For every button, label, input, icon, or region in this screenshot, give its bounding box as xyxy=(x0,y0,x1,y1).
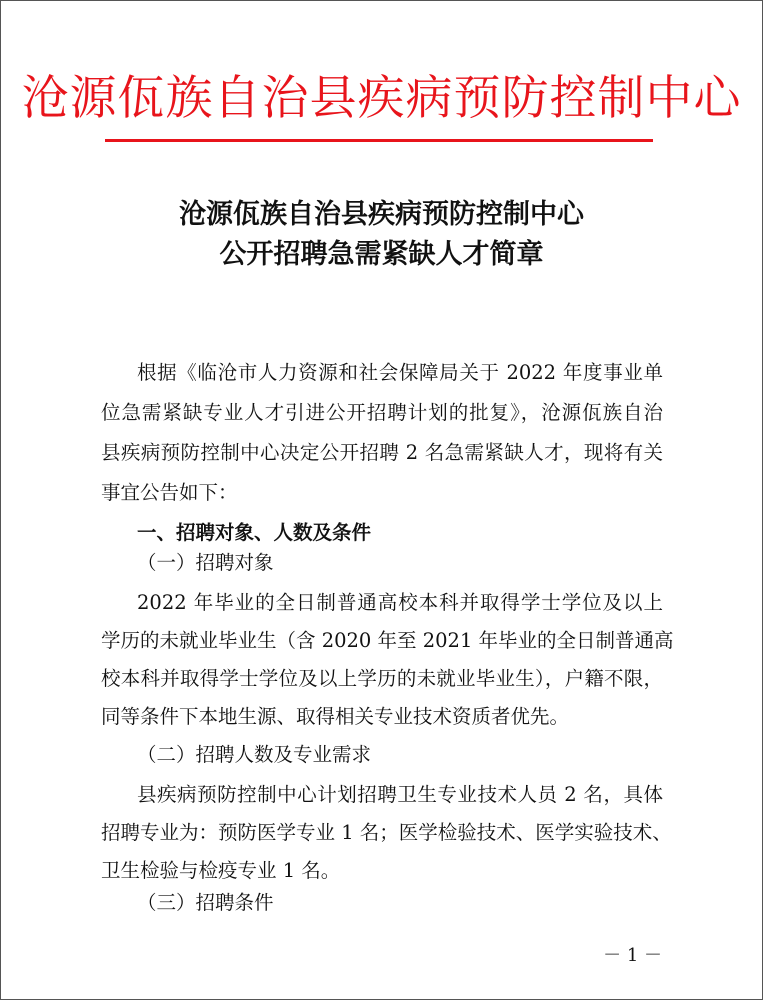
subsection-heading: （三）招聘条件 xyxy=(137,891,274,914)
document-title-line-2: 公开招聘急需紧缺人才简章 xyxy=(219,239,544,270)
paragraph-line: 2022 年毕业的全日制普通高校本科并取得学士学位及以上 xyxy=(137,591,663,614)
subsection-heading: （一）招聘对象 xyxy=(137,551,274,574)
paragraph-line: 卫生检验与检疫专业 1 名。 xyxy=(101,859,341,882)
intro-line: 位急需紧缺专业人才引进公开招聘计划的批复》，沧源佤族自治 xyxy=(101,401,663,424)
paragraph-line: 学历的未就业毕业生（含 2020 年至 2021 年毕业的全日制普通高 xyxy=(101,629,674,652)
intro-line: 事宜公告如下： xyxy=(101,481,238,504)
org-red-header: 沧源佤族自治县疾病预防控制中心 xyxy=(21,71,742,126)
paragraph-line: 县疾病预防控制中心计划招聘卫生专业技术人员 2 名，具体 xyxy=(137,783,663,806)
document-title-line-1: 沧源佤族自治县疾病预防控制中心 xyxy=(179,199,584,230)
paragraph-line: 校本科并取得学士学位及以上学历的未就业毕业生），户籍不限， xyxy=(101,667,663,690)
intro-line: 县疾病预防控制中心决定公开招聘 2 名急需紧缺人才，现将有关 xyxy=(101,441,663,464)
subsection-heading: （二）招聘人数及专业需求 xyxy=(137,743,372,766)
page-number: － 1 － xyxy=(603,945,662,966)
header-red-rule xyxy=(105,139,653,142)
paragraph-line: 招聘专业为：预防医学专业 1 名；医学检验技术、医学实验技术、 xyxy=(101,821,672,844)
paragraph-line: 同等条件下本地生源、取得相关专业技术资质者优先。 xyxy=(101,705,570,728)
intro-line: 根据《临沧市人力资源和社会保障局关于 2022 年度事业单 xyxy=(137,361,663,384)
section-heading: 一、招聘对象、人数及条件 xyxy=(137,521,372,544)
